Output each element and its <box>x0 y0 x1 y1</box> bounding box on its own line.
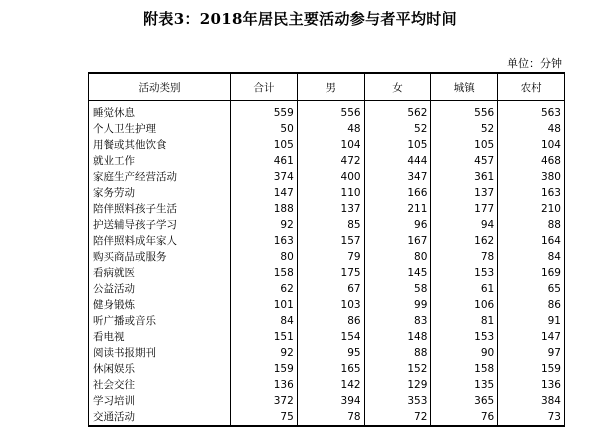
female-value: 353 <box>364 393 431 409</box>
activity-name: 交通活动 <box>89 409 231 426</box>
table-row <box>89 265 565 281</box>
male-value: 104 <box>297 137 364 153</box>
male-value: 137 <box>297 201 364 217</box>
urban-value: 106 <box>431 297 498 313</box>
female-value: 347 <box>364 169 431 185</box>
total-value: 151 <box>231 329 298 345</box>
female-value: 562 <box>364 101 431 122</box>
total-value: 559 <box>231 101 298 122</box>
header-rural: 农村 <box>498 73 565 101</box>
male-value: 556 <box>297 101 364 122</box>
total-value: 158 <box>231 265 298 281</box>
male-value: 86 <box>297 313 364 329</box>
rural-value: 159 <box>498 361 565 377</box>
total-value: 159 <box>231 361 298 377</box>
table-row <box>89 249 565 265</box>
rural-value: 65 <box>498 281 565 297</box>
rural-value: 563 <box>498 101 565 122</box>
rural-value: 136 <box>498 377 565 393</box>
activity-name: 个人卫生护理 <box>89 121 231 137</box>
table-row <box>89 153 565 169</box>
female-value: 129 <box>364 377 431 393</box>
activity-name: 学习培训 <box>89 393 231 409</box>
male-value: 472 <box>297 153 364 169</box>
total-value: 75 <box>231 409 298 426</box>
urban-value: 81 <box>431 313 498 329</box>
rural-value: 84 <box>498 249 565 265</box>
rural-value: 380 <box>498 169 565 185</box>
rural-value: 163 <box>498 185 565 201</box>
rural-value: 86 <box>498 297 565 313</box>
activity-name: 阅读书报期刊 <box>89 345 231 361</box>
female-value: 88 <box>364 345 431 361</box>
table-row <box>89 121 565 137</box>
activity-name: 护送辅导孩子学习 <box>89 217 231 233</box>
activity-name: 社会交往 <box>89 377 231 393</box>
female-value: 444 <box>364 153 431 169</box>
table-row <box>89 185 565 201</box>
total-value: 136 <box>231 377 298 393</box>
rural-value: 147 <box>498 329 565 345</box>
female-value: 96 <box>364 217 431 233</box>
urban-value: 105 <box>431 137 498 153</box>
table-row <box>89 101 565 122</box>
female-value: 83 <box>364 313 431 329</box>
male-value: 394 <box>297 393 364 409</box>
female-value: 99 <box>364 297 431 313</box>
female-value: 80 <box>364 249 431 265</box>
table-row <box>89 377 565 393</box>
female-value: 58 <box>364 281 431 297</box>
header-row <box>89 73 565 101</box>
female-value: 167 <box>364 233 431 249</box>
urban-value: 365 <box>431 393 498 409</box>
activity-name: 陪伴照料成年家人 <box>89 233 231 249</box>
total-value: 92 <box>231 345 298 361</box>
total-value: 50 <box>231 121 298 137</box>
activity-name: 家务劳动 <box>89 185 231 201</box>
male-value: 400 <box>297 169 364 185</box>
urban-value: 61 <box>431 281 498 297</box>
rural-value: 164 <box>498 233 565 249</box>
urban-value: 76 <box>431 409 498 426</box>
male-value: 67 <box>297 281 364 297</box>
table-row <box>89 297 565 313</box>
header-total: 合计 <box>231 73 298 101</box>
total-value: 188 <box>231 201 298 217</box>
table-row <box>89 313 565 329</box>
table-row <box>89 345 565 361</box>
urban-value: 361 <box>431 169 498 185</box>
table-header <box>89 73 565 101</box>
male-value: 154 <box>297 329 364 345</box>
urban-value: 158 <box>431 361 498 377</box>
table-row <box>89 329 565 345</box>
activity-name: 用餐或其他饮食 <box>89 137 231 153</box>
male-value: 165 <box>297 361 364 377</box>
urban-value: 153 <box>431 329 498 345</box>
male-value: 110 <box>297 185 364 201</box>
urban-value: 177 <box>431 201 498 217</box>
female-value: 166 <box>364 185 431 201</box>
male-value: 175 <box>297 265 364 281</box>
male-value: 78 <box>297 409 364 426</box>
urban-value: 162 <box>431 233 498 249</box>
urban-value: 90 <box>431 345 498 361</box>
table-row <box>89 393 565 409</box>
female-value: 211 <box>364 201 431 217</box>
rural-value: 73 <box>498 409 565 426</box>
unit-label: 单位：分钟 <box>507 57 562 70</box>
activity-name: 就业工作 <box>89 153 231 169</box>
page-title: 附表3：2018年居民主要活动参与者平均时间 <box>143 10 457 28</box>
table-row <box>89 169 565 185</box>
activity-name: 购买商品或服务 <box>89 249 231 265</box>
table-row <box>89 137 565 153</box>
rural-value: 384 <box>498 393 565 409</box>
total-value: 461 <box>231 153 298 169</box>
activity-name: 休闲娱乐 <box>89 361 231 377</box>
table-body <box>89 101 565 427</box>
activity-name: 看电视 <box>89 329 231 345</box>
urban-value: 137 <box>431 185 498 201</box>
rural-value: 91 <box>498 313 565 329</box>
rural-value: 88 <box>498 217 565 233</box>
male-value: 103 <box>297 297 364 313</box>
urban-value: 556 <box>431 101 498 122</box>
female-value: 52 <box>364 121 431 137</box>
total-value: 147 <box>231 185 298 201</box>
header-activity-category: 活动类别 <box>89 73 231 101</box>
male-value: 95 <box>297 345 364 361</box>
total-value: 84 <box>231 313 298 329</box>
header-male: 男 <box>297 73 364 101</box>
rural-value: 97 <box>498 345 565 361</box>
activity-name: 家庭生产经营活动 <box>89 169 231 185</box>
male-value: 85 <box>297 217 364 233</box>
urban-value: 135 <box>431 377 498 393</box>
total-value: 374 <box>231 169 298 185</box>
table-row <box>89 217 565 233</box>
male-value: 79 <box>297 249 364 265</box>
total-value: 92 <box>231 217 298 233</box>
rural-value: 468 <box>498 153 565 169</box>
activity-name: 公益活动 <box>89 281 231 297</box>
rural-value: 48 <box>498 121 565 137</box>
urban-value: 94 <box>431 217 498 233</box>
male-value: 48 <box>297 121 364 137</box>
rural-value: 169 <box>498 265 565 281</box>
rural-value: 210 <box>498 201 565 217</box>
female-value: 148 <box>364 329 431 345</box>
rural-value: 104 <box>498 137 565 153</box>
urban-value: 52 <box>431 121 498 137</box>
activity-name: 睡觉休息 <box>89 101 231 122</box>
table-row <box>89 233 565 249</box>
female-value: 152 <box>364 361 431 377</box>
female-value: 145 <box>364 265 431 281</box>
activity-time-table <box>88 72 565 427</box>
female-value: 105 <box>364 137 431 153</box>
header-female: 女 <box>364 73 431 101</box>
table-row <box>89 361 565 377</box>
table-row <box>89 409 565 426</box>
urban-value: 78 <box>431 249 498 265</box>
urban-value: 153 <box>431 265 498 281</box>
male-value: 157 <box>297 233 364 249</box>
male-value: 142 <box>297 377 364 393</box>
header-urban: 城镇 <box>431 73 498 101</box>
total-value: 101 <box>231 297 298 313</box>
total-value: 372 <box>231 393 298 409</box>
urban-value: 457 <box>431 153 498 169</box>
female-value: 72 <box>364 409 431 426</box>
activity-name: 听广播或音乐 <box>89 313 231 329</box>
total-value: 163 <box>231 233 298 249</box>
activity-name: 健身锻炼 <box>89 297 231 313</box>
activity-name: 看病就医 <box>89 265 231 281</box>
table-row <box>89 201 565 217</box>
activity-name: 陪伴照料孩子生活 <box>89 201 231 217</box>
total-value: 62 <box>231 281 298 297</box>
total-value: 105 <box>231 137 298 153</box>
total-value: 80 <box>231 249 298 265</box>
table-row <box>89 281 565 297</box>
